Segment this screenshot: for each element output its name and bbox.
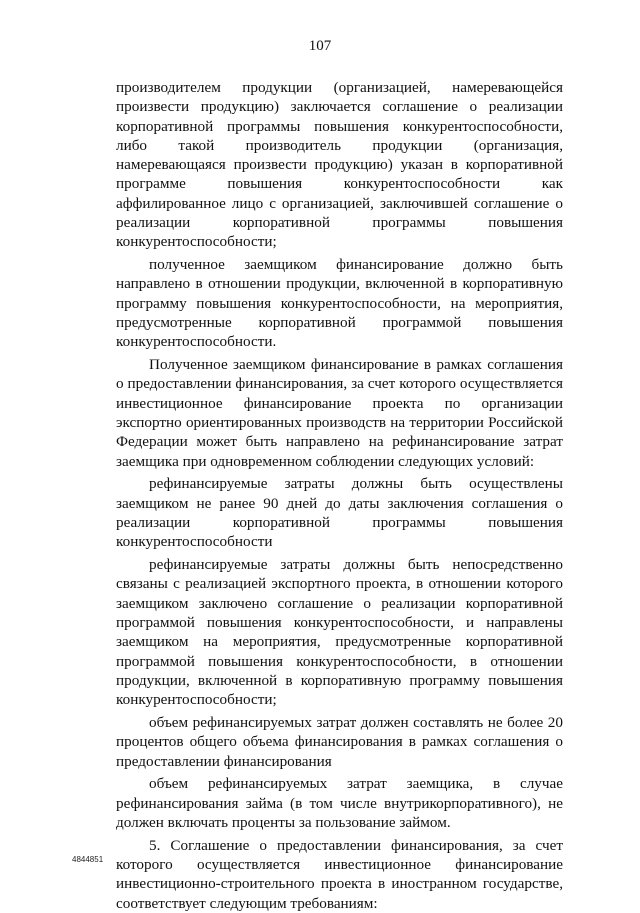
paragraph-section-5: 5. Соглашение о предоставлении финансирования, за счет которого осуществляется инвестиционное финансирование инвестиционно-строительного проекта в иностранном государстве, соответствует следующим требованиям:	[116, 836, 563, 912]
paragraph-condition-90-days: рефинансируемые затраты должны быть осуществлены заемщиком не ранее 90 дней до даты заключения соглашения о реализации корпоративной программы повышения конкурентоспособности	[116, 475, 563, 551]
paragraph-condition-20-percent: объем рефинансируемых затрат должен составлять не более 20 процентов общего объема финансирования в рамках соглашения о предоставлении финансирования	[116, 714, 563, 770]
paragraph-condition-interest: объем рефинансируемых затрат заемщика, в случае рефинансирования займа (в том числе внутрикорпоративного), не должен включать проценты за пользование займом.	[116, 775, 563, 831]
document-code: 4844851	[72, 855, 104, 864]
paragraph-refinancing-conditions: Полученное заемщиком финансирование в рамках соглашения о предоставлении финансирования, за счет которого осуществляется инвестиционное финансирование проекта по организации экспортно ориентированных производств на территории Российской Федерации может быть направлено на рефинансирование затрат заемщика при одновременном соблюдении следующих условий:	[116, 356, 563, 470]
page-number: 107	[308, 38, 332, 54]
paragraph-condition-export-project: рефинансируемые затраты должны быть непосредственно связаны с реализацией экспортного проекта, в отношении которого заемщиком заключено соглашение о реализации корпоративной программой повышения конкурентоспособности, и направлены заемщиком на мероприятия, предусмотренные корпоративной программой повышения конкурентоспособности, в отношении продукции, включенной в корпоративную программу повышения конкурентоспособности;	[116, 556, 563, 709]
paragraph-continuation: производителем продукции (организацией, намеревающейся произвести продукцию) заключается соглашение о реализации корпоративной программы повышения конкурентоспособности, либо такой производитель продукции (организация, намеревающаяся произвести продукцию) указан в корпоративной программе повышения конкурентоспособности как аффилированное лицо с организацией, заключившей соглашение о реализации корпоративной программы повышения конкурентоспособности;	[116, 79, 563, 251]
document-body	[116, 78, 563, 913]
paragraph-financing-direction: полученное заемщиком финансирование должно быть направлено в отношении продукции, включенной в корпоративную программу повышения конкурентоспособности, на мероприятия, предусмотренные корпоративной программой повышения конкурентоспособности.	[116, 256, 563, 351]
